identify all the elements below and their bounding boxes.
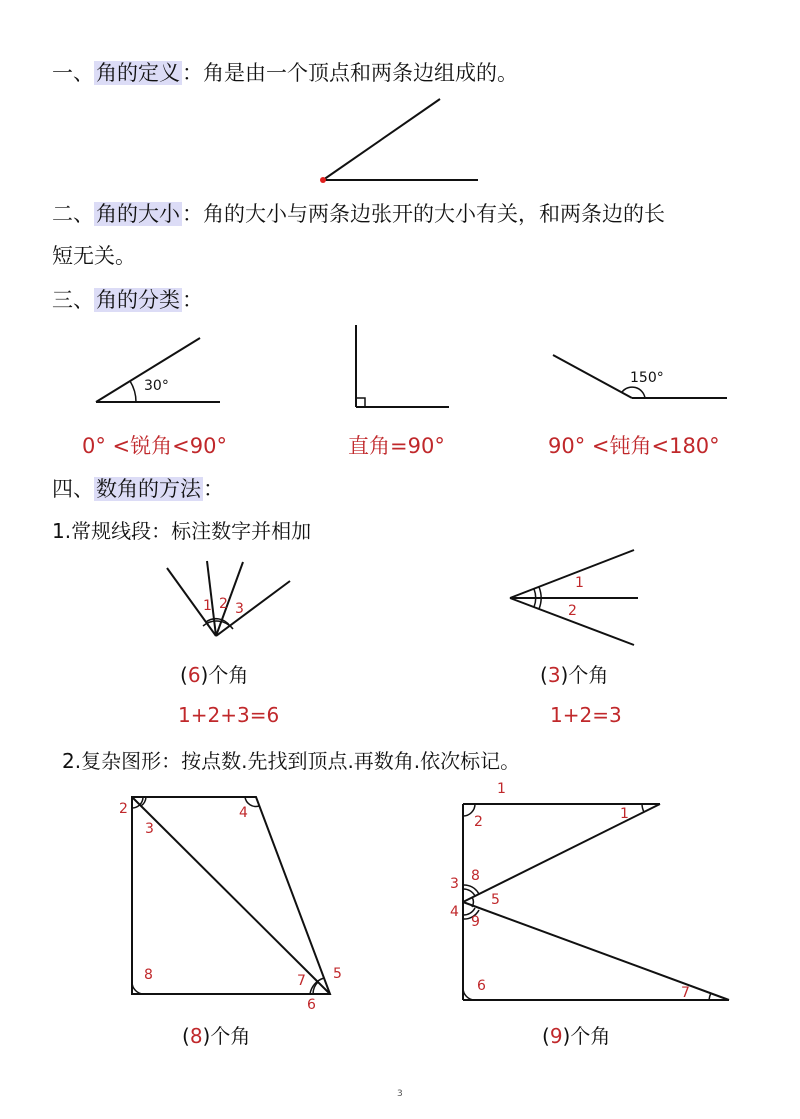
fan-label: 2	[219, 596, 228, 612]
section-prefix: 一、	[52, 61, 94, 85]
arrow-label: 1	[575, 575, 584, 591]
section-text: ：	[182, 288, 203, 312]
quad-label: 3	[145, 821, 154, 837]
fan-label: 3	[235, 601, 244, 617]
section-prefix: 三、	[52, 288, 94, 312]
quad-label: 5	[333, 966, 342, 982]
quad-arc	[132, 982, 144, 994]
obtuse-angle-label: 150°	[630, 370, 664, 386]
zig-label: 8	[471, 868, 480, 884]
fan-count: (6)个角	[180, 663, 249, 687]
section-prefix: 四、	[52, 477, 94, 501]
zig-label: 1	[620, 806, 629, 822]
acute-angle-label: 30°	[144, 378, 169, 394]
section-size-continued: 短无关。	[52, 244, 136, 268]
quad-count: (8)个角	[182, 1024, 251, 1048]
zig-label: 1	[497, 781, 506, 797]
zig-arc	[642, 804, 644, 812]
quad-label: 8	[144, 967, 153, 983]
fan-formula: 1+2+3=6	[178, 703, 280, 727]
zig-label: 4	[450, 904, 459, 920]
zig-edge	[463, 804, 660, 902]
page-number: 3	[397, 1089, 403, 1099]
quad-label: 2	[119, 801, 128, 817]
zig-label: 7	[681, 985, 690, 1001]
zig-label: 2	[474, 814, 483, 830]
quad-label: 7	[297, 973, 306, 989]
section-term: 角的大小	[96, 202, 180, 226]
section-term: 角的定义	[96, 61, 180, 85]
arrow-count: (3)个角	[540, 663, 609, 687]
section-text: ：	[203, 477, 224, 501]
section-text: ：角是由一个顶点和两条边组成的。	[182, 61, 518, 85]
section-prefix: 二、	[52, 202, 94, 226]
method2-title: 2.复杂图形：按点数.先找到顶点.再数角.依次标记。	[62, 749, 521, 773]
method1-title: 1.常规线段：标注数字并相加	[52, 519, 312, 543]
zig-arc	[472, 897, 473, 907]
arrow-label: 2	[568, 603, 577, 619]
section-text: ：角的大小与两条边张开的大小有关，和两条边的长	[182, 202, 665, 226]
arrow-formula: 1+2=3	[550, 703, 622, 727]
quad-label: 4	[239, 805, 248, 821]
zig-label: 9	[471, 914, 480, 930]
section-term: 角的分类	[96, 288, 180, 312]
zig-label: 6	[477, 978, 486, 994]
acute-caption: 0° <锐角<90°	[82, 434, 227, 458]
section-term: 数角的方法	[96, 477, 201, 501]
zig-label: 5	[491, 892, 500, 908]
fan-label: 1	[203, 598, 212, 614]
zig-arc	[463, 889, 475, 896]
zig-arc	[709, 993, 711, 1000]
right-caption: 直角=90°	[348, 434, 445, 458]
zig-label: 3	[450, 876, 459, 892]
zig-arc	[463, 988, 475, 1000]
quad-label: 6	[307, 997, 316, 1013]
quad-diagonal	[132, 797, 330, 994]
obtuse-caption: 90° <钝角<180°	[548, 434, 720, 458]
zig-count: (9)个角	[542, 1024, 611, 1048]
